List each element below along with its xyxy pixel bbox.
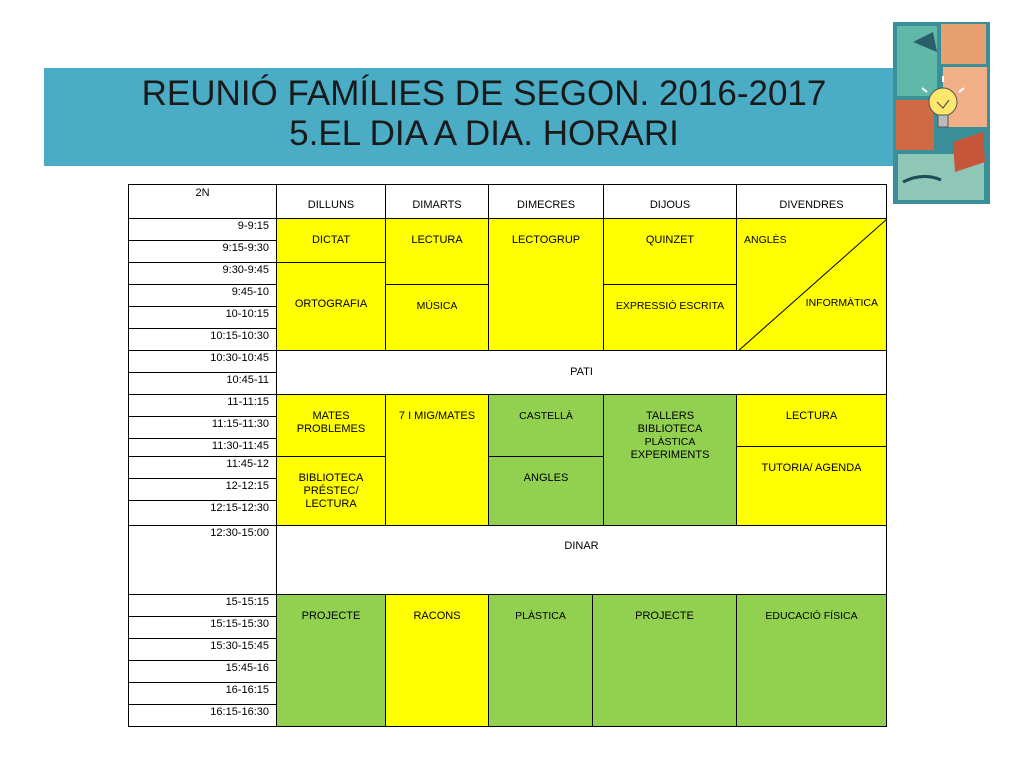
day-header-wednesday: DIMECRES	[488, 184, 604, 219]
cell-tutoria-agenda: TUTORIA/ AGENDA	[736, 446, 887, 526]
cell-racons: RACONS	[385, 594, 489, 727]
time-slot: 15-15:15	[128, 594, 277, 617]
cell-lectogrup: LECTOGRUP	[488, 218, 604, 351]
cell-quinzet: QUINZET	[603, 218, 737, 285]
time-slot: 12:30-15:00	[128, 525, 277, 595]
day-header-monday: DILLUNS	[276, 184, 386, 219]
cell-expressio-escrita: EXPRESSIÓ ESCRITA	[603, 284, 737, 351]
cell-pati: PATI	[276, 350, 887, 395]
time-slot: 15:45-16	[128, 660, 277, 683]
time-slot: 9:15-9:30	[128, 240, 277, 263]
day-header-friday: DIVENDRES	[736, 184, 887, 219]
time-slot: 12:15-12:30	[128, 500, 277, 526]
cell-7-i-mig-mates: 7 I MIG/MATES	[385, 394, 489, 526]
time-slot: 15:30-15:45	[128, 638, 277, 661]
cell-musica: MÚSICA	[385, 284, 489, 351]
day-header-thursday: DIJOUS	[603, 184, 737, 219]
time-slot: 9:30-9:45	[128, 262, 277, 285]
cell-angles-informatica	[736, 218, 887, 351]
cell-angles-dimecres: ANGLES	[488, 456, 604, 526]
time-slot: 10:30-10:45	[128, 350, 277, 373]
time-slot: 10:45-11	[128, 372, 277, 395]
cell-tallers: TALLERS BIBLIOTECA PLÀSTICA EXPERIMENTS	[603, 394, 737, 526]
cell-ortografia: ORTOGRAFIA	[276, 262, 386, 351]
time-slot: 11:15-11:30	[128, 416, 277, 439]
cell-educacio-fisica: EDUCACIÓ FÍSICA	[736, 594, 887, 727]
time-slot: 11:45-12	[128, 456, 277, 479]
time-slot: 10-10:15	[128, 306, 277, 329]
time-slot: 12-12:15	[128, 478, 277, 501]
cell-projecte-dijous: PROJECTE	[592, 594, 737, 727]
time-slot: 15:15-15:30	[128, 616, 277, 639]
time-slot: 11-11:15	[128, 394, 277, 417]
time-slot: 9-9:15	[128, 218, 277, 241]
cell-castella: CASTELLÀ	[488, 394, 604, 457]
time-slot: 16:15-16:30	[128, 704, 277, 727]
cell-plastica: PLÀSTICA	[488, 594, 593, 727]
title-line-1: REUNIÓ FAMÍLIES DE SEGON. 2016-2017	[141, 74, 827, 113]
cell-mates-problemes: MATES PROBLEMES	[276, 394, 386, 457]
cell-dictat: DICTAT	[276, 218, 386, 263]
cell-biblioteca-prestec: BIBLIOTECA PRÉSTEC/ LECTURA	[276, 456, 386, 526]
time-slot: 10:15-10:30	[128, 328, 277, 351]
group-header: 2N	[128, 184, 277, 219]
time-slot: 16-16:15	[128, 682, 277, 705]
label-informatica: INFORMÀTICA	[805, 297, 878, 309]
day-header-tuesday: DIMARTS	[385, 184, 489, 219]
cell-lectura-dimarts: LECTURA	[385, 218, 489, 285]
cell-dinar: DINAR	[276, 525, 887, 595]
title-line-2: 5.EL DIA A DIA. HORARI	[289, 114, 679, 153]
cell-projecte-dilluns: PROJECTE	[276, 594, 386, 727]
time-slot: 11:30-11:45	[128, 438, 277, 457]
cell-lectura-divendres: LECTURA	[736, 394, 887, 447]
label-angles: ANGLÈS	[744, 234, 787, 246]
time-slot: 9:45-10	[128, 284, 277, 307]
